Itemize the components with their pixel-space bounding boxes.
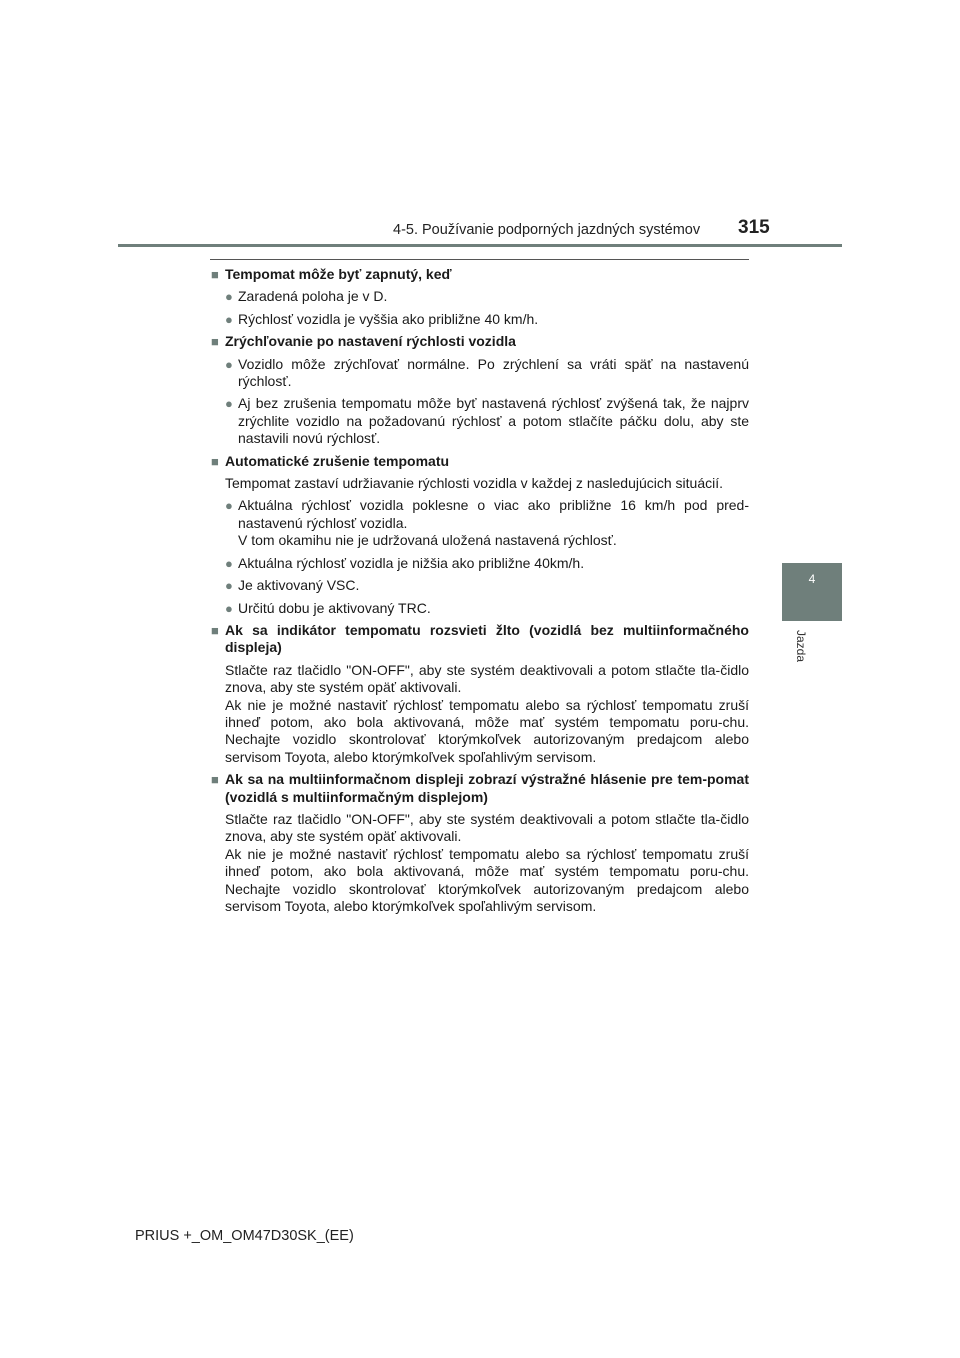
square-bullet-icon: ■ [211,267,219,282]
section-body: Stlačte raz tlačidlo "ON-OFF", aby ste systém deaktivovali a potom stlačte tla-čidlo znova, aby ste systém opäť aktivovali. Ak nie je možné nastaviť rýchlosť tempomatu alebo sa rýchlosť tempomatu zruší ihneď potom, ako bola aktivovaná, môže mať systém tempomatu poru-chu. Nechajte vozidlo skontrolovať ktorýmkoľvek autorizovaným predajcom alebo servisom Toyota, alebo ktorýmkoľvek spoľahlivým servisom. [225,810,749,914]
section-acceleration [211,333,749,447]
round-bullet-icon: ● [225,356,233,372]
page-number: 315 [738,217,770,238]
round-bullet-icon: ● [225,600,233,616]
section-heading-text: Zrýchľovanie po nastavení rýchlosti vozidla [225,333,516,350]
content-divider [210,259,749,260]
page-content [211,266,749,920]
section-heading [211,333,749,350]
section-heading-text: Ak sa na multiinformačnom displeji zobrazí výstražné hlásenie pre tem-pomat (vozidlá s multiinformačným displejom) [225,771,749,805]
chapter-tab-number: 4 [808,572,816,586]
section-heading [211,771,749,806]
list-item [225,555,749,572]
section-enable-conditions [211,266,749,328]
list-item [225,600,749,617]
section-body: Stlačte raz tlačidlo "ON-OFF", aby ste systém deaktivovali a potom stlačte tla-čidlo znova, aby ste systém opäť aktivovali. Ak nie je možné nastaviť rýchlosť tempomatu alebo sa rýchlosť tempomatu zruší ihneď potom, ako bola aktivovaná, môže mať systém tempomatu poru-chu. Nechajte vozidlo skontrolovať ktorýmkoľvek autorizovaným predajcom alebo servisom Toyota, alebo ktorýmkoľvek spoľahlivým servisom. [225,661,749,765]
round-bullet-icon: ● [225,578,233,594]
list-item [225,395,749,447]
section-intro: Tempomat zastaví udržiavanie rýchlosti vozidla v každej z nasledujúcich situácií. [225,475,724,492]
section-heading-text: Automatické zrušenie tempomatu [225,452,450,469]
section-automatic-cancel [211,453,749,617]
section-indicator-yellow [211,622,749,766]
section-heading [211,266,749,283]
section-title: 4-5. Používanie podporných jazdných systémov [393,222,701,238]
document-code: PRIUS +_OM_OM47D30SK_(EE) [135,1228,354,1244]
list-item [225,311,749,328]
section-warning-message [211,771,749,915]
square-bullet-icon: ■ [211,453,219,469]
list-item [225,577,749,594]
list-item-text: Aj bez zrušenia tempomatu môže byť nastavená rýchlosť zvýšená tak, že najprv zrýchlite vozidlo na požadovanú rýchlosť a potom stlačíte páčku dolu, aby ste nastavili novú rýchlosť. [238,395,749,447]
section-heading [211,622,749,657]
round-bullet-icon: ● [225,289,233,305]
list-item-text: Je aktivovaný VSC. [238,577,360,594]
section-heading [211,453,749,470]
list-item [225,497,749,549]
list-item-text: Zaradená poloha je v D. [238,288,388,305]
section-heading-text: Tempomat môže byť zapnutý, keď [225,266,452,282]
chapter-tab-label: Jazda [794,630,808,663]
list-item-text: Rýchlosť vozidla je vyššia ako približne 40 km/h. [238,310,539,327]
list-item-text: Vozidlo môže zrýchľovať normálne. Po zrýchlení sa vráti späť na nastavenú rýchlosť. [238,355,749,390]
list-item [225,356,749,391]
round-bullet-icon: ● [225,498,233,514]
square-bullet-icon: ■ [211,334,219,350]
round-bullet-icon: ● [225,555,233,571]
list-item-text: Aktuálna rýchlosť vozidla je nižšia ako približne 40km/h. [238,554,585,571]
header-divider [118,244,842,247]
list-item-text: Aktuálna rýchlosť vozidla poklesne o viac ako približne 16 km/h pod pred-nastavenú rýchlosť vozidla. V tom okamihu nie je udržovaná uložená nastavená rýchlosť. [238,497,749,549]
round-bullet-icon: ● [225,396,233,412]
square-bullet-icon: ■ [211,622,219,638]
section-heading-text: Ak sa indikátor tempomatu rozsvieti žlto (vozidlá bez multiinformačného displeja) [225,621,749,656]
round-bullet-icon: ● [225,311,233,327]
list-item [225,288,749,305]
square-bullet-icon: ■ [211,772,219,788]
list-item-text: Určitú dobu je aktivovaný TRC. [238,599,431,616]
